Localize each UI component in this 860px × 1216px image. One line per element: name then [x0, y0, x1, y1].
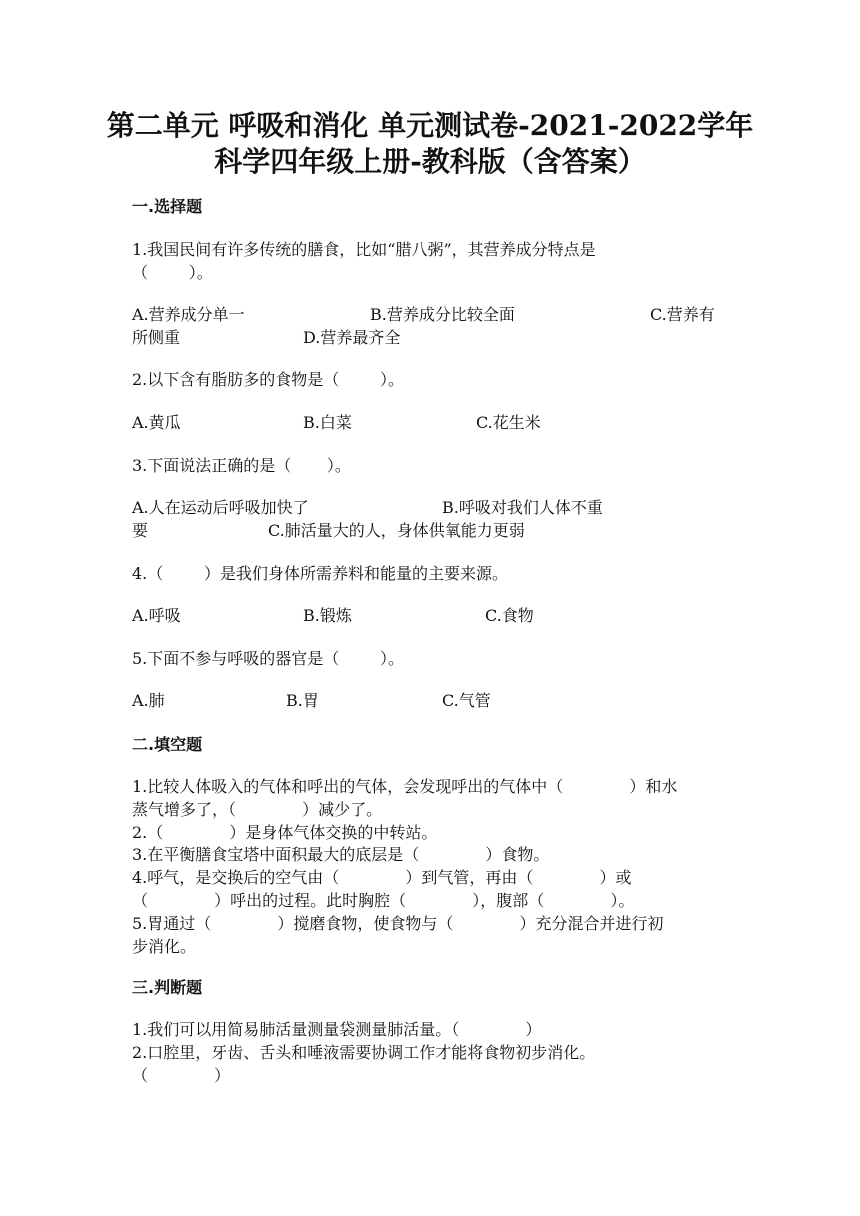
fill-question-line: 3.在平衡膳食宝塔中面积最大的底层是（ ）食物。: [132, 845, 550, 864]
question-5-option-a: A.肺: [132, 691, 165, 710]
fill-question-line: 步消化。: [132, 937, 197, 956]
section-heading-choice: 一.选择题: [132, 197, 203, 216]
question-2-option-b: B.白菜: [303, 413, 352, 432]
question-5-option-b: B.胃: [286, 691, 319, 710]
question-1-option-c-continued: 所侧重: [132, 328, 181, 347]
fill-question-line: 5.胃通过（ ）搅磨食物，使食物与（ ）充分混合并进行初: [132, 914, 664, 933]
question-3-option-a: A.人在运动后呼吸加快了: [132, 498, 309, 517]
question-1-option-d: D.营养最齐全: [303, 328, 401, 347]
question-4-option-b: B.锻炼: [303, 606, 352, 625]
section-heading-judge: 三.判断题: [132, 978, 203, 997]
question-2-option-c: C.花生米: [476, 413, 541, 432]
question-1-blank: （ ）。: [132, 263, 213, 282]
fill-question-line: （ ）呼出的过程。此时胸腔（ ），腹部（ ）。: [132, 891, 635, 910]
section-heading-fill: 二.填空题: [132, 735, 203, 754]
question-1-text: 1.我国民间有许多传统的膳食，比如“腊八粥”，其营养成分特点是: [132, 240, 596, 259]
question-3-option-b-continued: 要: [132, 521, 149, 540]
judge-question-line: （ ）: [132, 1066, 231, 1085]
question-2-option-a: A.黄瓜: [132, 413, 181, 432]
question-1-option-c: C.营养有: [650, 305, 715, 324]
question-3-option-c: C.肺活量大的人，身体供氧能力更弱: [268, 521, 525, 540]
document-title-line-1: 第二单元 呼吸和消化 单元测试卷-2021-2022学年: [106, 109, 754, 142]
question-5-text: 5.下面不参与呼吸的器官是（ ）。: [132, 649, 404, 668]
question-2-text: 2.以下含有脂肪多的食物是（ ）。: [132, 370, 404, 389]
question-1-option-b: B.营养成分比较全面: [370, 305, 515, 324]
question-3-text: 3.下面说法正确的是（ ）。: [132, 456, 351, 475]
fill-question-line: 蒸气增多了，（ ）减少了。: [132, 800, 383, 819]
question-1-option-a: A.营养成分单一: [132, 305, 245, 324]
judge-question-line: 2.口腔里，牙齿、舌头和唾液需要协调工作才能将食物初步消化。: [132, 1043, 596, 1062]
question-4-text: 4.（ ）是我们身体所需养料和能量的主要来源。: [132, 564, 508, 583]
fill-question-line: 2.（ ）是身体气体交换的中转站。: [132, 823, 438, 842]
question-5-option-c: C.气管: [442, 691, 491, 710]
document-title-line-2: 科学四年级上册-教科版（含答案）: [214, 145, 646, 178]
question-4-option-c: C.食物: [485, 606, 534, 625]
question-4-option-a: A.呼吸: [132, 606, 181, 625]
fill-question-line: 1.比较人体吸入的气体和呼出的气体，会发现呼出的气体中（ ）和水: [132, 777, 678, 796]
judge-question-line: 1.我们可以用简易肺活量测量袋测量肺活量。（ ）: [132, 1020, 542, 1039]
fill-question-line: 4.呼气，是交换后的空气由（ ）到气管，再由（ ）或: [132, 868, 632, 887]
question-3-option-b: B.呼吸对我们人体不重: [442, 498, 603, 517]
